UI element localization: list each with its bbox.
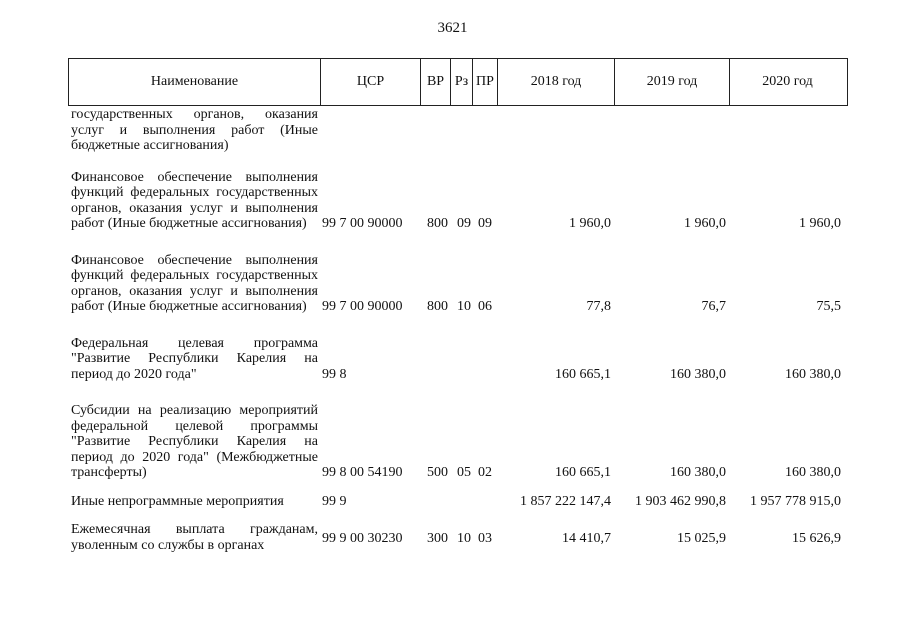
row-csr: 99 9 xyxy=(322,493,347,509)
row-csr xyxy=(320,107,420,154)
header-2020: 2020 год xyxy=(762,74,813,89)
table-header xyxy=(68,58,848,106)
row-2019: 76,7 xyxy=(701,299,726,314)
row-2020: 160 380,0 xyxy=(785,465,841,480)
header-rz: Рз xyxy=(451,59,473,105)
header-csr: ЦСР xyxy=(321,59,421,105)
row-name: Финансовое обеспечение выполнения функций федеральных государственных органов, оказания услуг и выполнения работ (Иные бюджетные ассигнования) xyxy=(71,252,318,314)
row-2018: 1 960,0 xyxy=(569,216,611,231)
table-row xyxy=(68,494,848,510)
row-2020: 1 957 778 915,0 xyxy=(750,493,841,509)
row-2020: 160 380,0 xyxy=(785,366,841,382)
table-row xyxy=(68,107,848,154)
row-pr xyxy=(472,494,497,510)
row-2018: 14 410,7 xyxy=(562,531,611,546)
table-row xyxy=(68,253,848,315)
row-rz: 10 xyxy=(457,531,471,546)
table-row xyxy=(68,403,848,481)
header-name: Наименование xyxy=(69,59,321,105)
row-name: Ежемесячная выплата гражданам, уволенным со службы в органах xyxy=(71,522,318,553)
row-name: Субсидии на реализацию мероприятий федеральной целевой программы "Развитие Республики Карелия на период до 2020 года" (Межбюджетные трансферты) xyxy=(71,403,318,480)
row-2020: 1 960,0 xyxy=(799,216,841,231)
page-number: 3621 xyxy=(437,20,468,36)
row-2019: 160 380,0 xyxy=(670,465,726,480)
row-pr: 06 xyxy=(478,299,492,314)
header-2018: 2018 год xyxy=(498,59,615,105)
row-2019: 160 380,0 xyxy=(670,366,726,382)
row-2018: 1 857 222 147,4 xyxy=(520,493,611,509)
row-pr: 03 xyxy=(478,531,492,546)
row-pr xyxy=(472,336,497,383)
row-csr: 99 8 xyxy=(322,366,347,382)
table-row xyxy=(68,336,848,383)
row-name: Иные непрограммные мероприятия xyxy=(71,493,284,509)
row-vr: 500 xyxy=(427,465,448,480)
row-2019 xyxy=(614,107,729,154)
header-pr: ПР xyxy=(473,59,498,105)
row-rz xyxy=(450,336,472,383)
row-vr: 800 xyxy=(427,299,448,314)
row-csr: 99 9 00 30230 xyxy=(322,531,403,546)
row-rz xyxy=(450,107,472,154)
row-name: государственных органов, оказания услуг и выполнения работ (Иные бюджетные ассигнования) xyxy=(71,107,318,153)
row-2020: 15 626,9 xyxy=(792,531,841,546)
row-pr: 02 xyxy=(478,465,492,480)
row-rz xyxy=(450,494,472,510)
row-vr xyxy=(420,494,450,510)
row-vr xyxy=(420,107,450,154)
row-2019: 1 903 462 990,8 xyxy=(635,493,726,509)
row-vr: 300 xyxy=(427,531,448,546)
row-pr xyxy=(472,107,497,154)
row-2019: 15 025,9 xyxy=(677,531,726,546)
row-2018: 77,8 xyxy=(586,299,611,314)
row-csr: 99 8 00 54190 xyxy=(322,465,403,480)
row-name: Финансовое обеспечение выполнения функций федеральных государственных органов, оказания услуг и выполнения работ (Иные бюджетные ассигнования) xyxy=(71,169,318,231)
table-row xyxy=(68,522,848,553)
budget-table xyxy=(68,58,848,553)
row-2018: 160 665,1 xyxy=(555,465,611,480)
row-2020: 75,5 xyxy=(816,299,841,314)
row-2018 xyxy=(497,107,614,154)
row-2018: 160 665,1 xyxy=(555,366,611,382)
row-rz: 09 xyxy=(457,216,471,231)
row-rz: 10 xyxy=(457,299,471,314)
row-2019: 1 960,0 xyxy=(684,216,726,231)
row-vr: 800 xyxy=(427,216,448,231)
row-csr: 99 7 00 90000 xyxy=(322,216,403,231)
table-row xyxy=(68,170,848,232)
row-pr: 09 xyxy=(478,216,492,231)
header-2019: 2019 год xyxy=(615,59,730,105)
row-csr: 99 7 00 90000 xyxy=(322,299,403,314)
row-name: Федеральная целевая программа "Развитие Республики Карелия на период до 2020 года" xyxy=(71,335,318,382)
header-vr: ВР xyxy=(421,59,451,105)
row-2020 xyxy=(729,107,844,154)
row-rz: 05 xyxy=(457,465,471,480)
row-vr xyxy=(420,336,450,383)
